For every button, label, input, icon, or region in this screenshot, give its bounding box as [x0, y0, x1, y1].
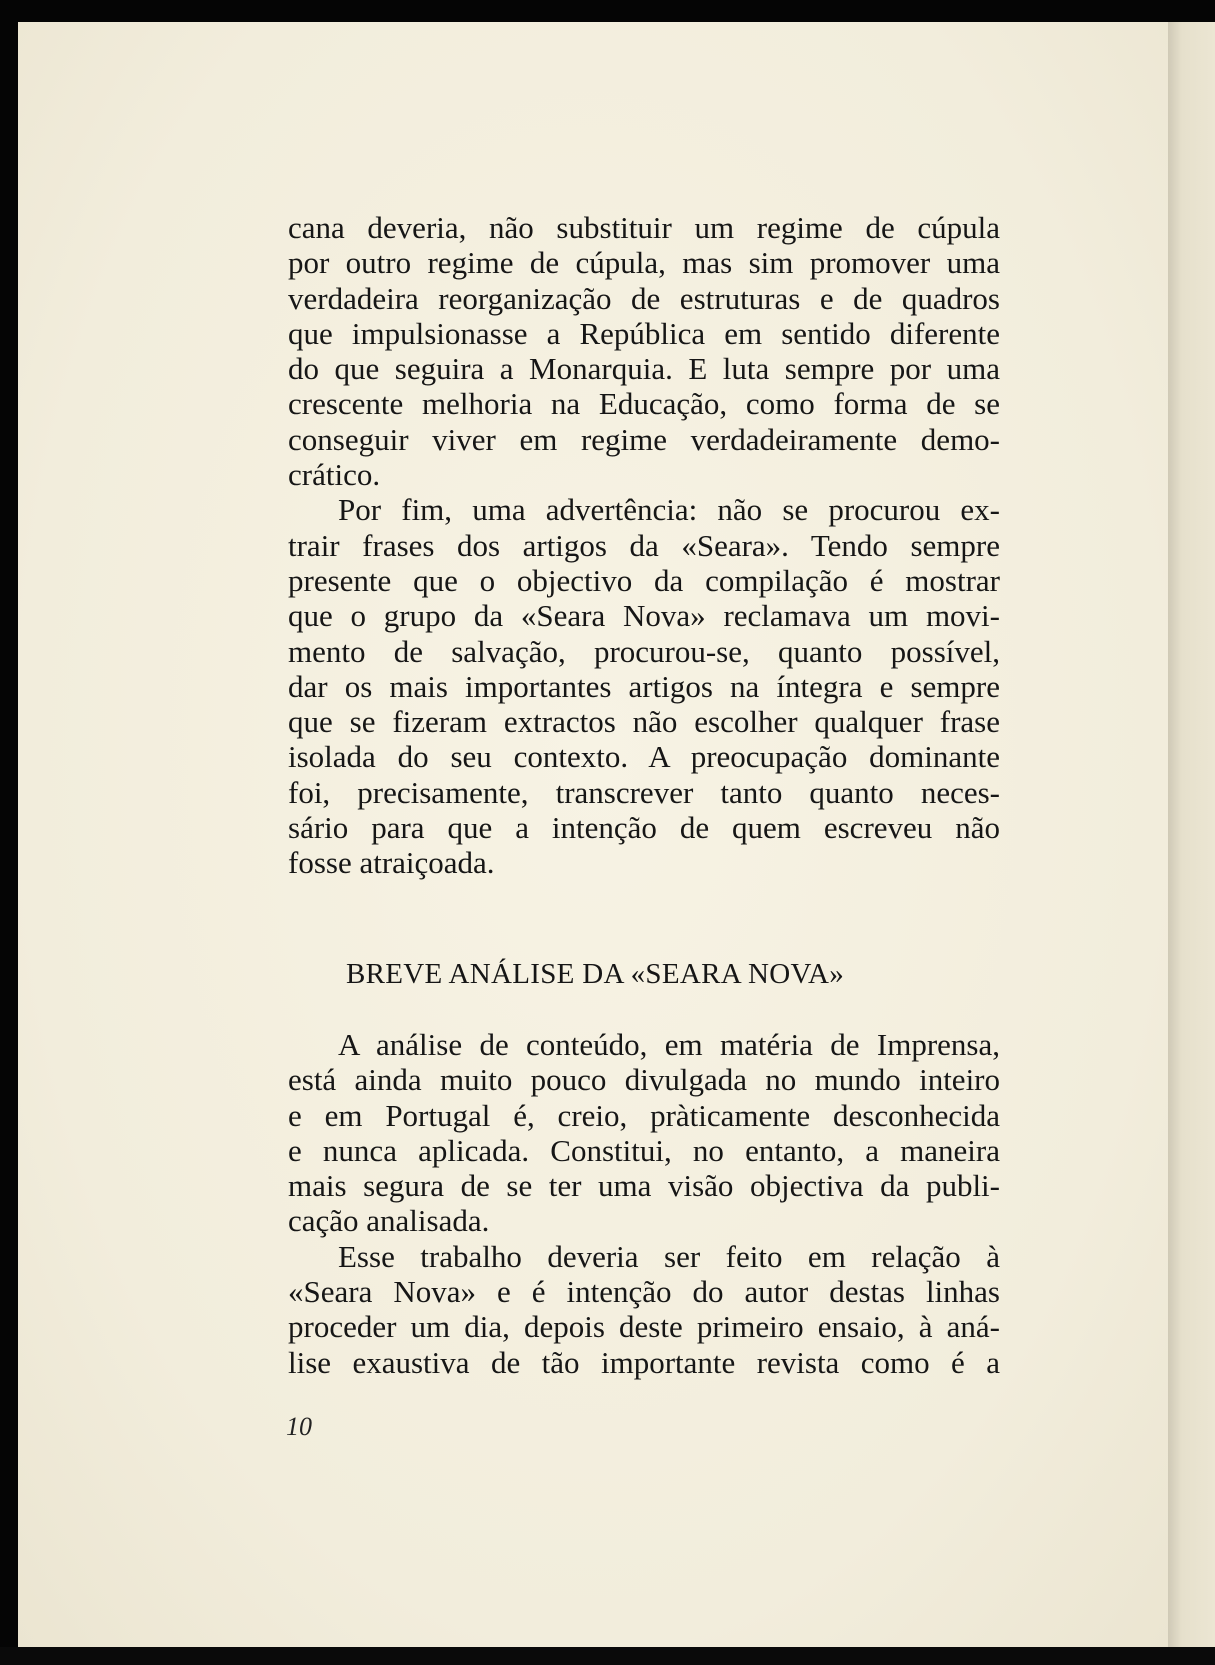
text-line: crático. [288, 457, 381, 493]
text-line: está ainda muito pouco divulgada no mundo inteiro [288, 1062, 1000, 1098]
text-line: que impulsionasse a República em sentido diferente [288, 315, 1000, 351]
text-line: cação analisada. [288, 1203, 490, 1239]
paragraph-2 [288, 492, 1000, 880]
text-line: mais segura de se ter uma visão objectiva da publi- [288, 1168, 1000, 1204]
text-line: proceder um dia, depois deste primeiro ensaio, à aná- [288, 1309, 1000, 1345]
text-line: dar os mais importantes artigos na íntegra e sempre [288, 668, 1000, 704]
text-line: presente que o objectivo da compilação é mostrar [288, 562, 1000, 598]
body-text-bottom [288, 1027, 1000, 1380]
text-line: mento de salvação, procurou-se, quanto possível, [288, 633, 1000, 669]
text-line: do que seguira a Monarquia. E luta sempre por uma [288, 351, 1000, 387]
text-line: lise exaustiva de tão importante revista como é a [288, 1344, 1000, 1380]
text-line: isolada do seu contexto. A preocupação dominante [288, 739, 1000, 775]
text-line: conseguir viver em regime verdadeiramente demo- [288, 421, 1000, 457]
text-line: fosse atraiçoada. [288, 845, 495, 881]
text-line: por outro regime de cúpula, mas sim promover uma [288, 245, 1000, 281]
text-line: cana deveria, não substituir um regime de cúpula [288, 210, 1000, 245]
text-line: sário para que a intenção de quem escreveu não [288, 810, 1000, 846]
body-text-top [288, 210, 1000, 881]
text-line: Esse trabalho deveria ser feito em relação à [338, 1238, 1000, 1274]
text-line: Por fim, uma advertência: não se procurou ex- [338, 492, 1000, 528]
text-line: e em Portugal é, creio, pràticamente desconhecida [288, 1097, 1000, 1133]
text-line: A análise de conteúdo, em matéria de Imprensa, [338, 1027, 1000, 1062]
text-line: que o grupo da «Seara Nova» reclamava um movi- [288, 598, 1000, 634]
text-line: trair frases dos artigos da «Seara». Tendo sempre [288, 527, 1000, 563]
text-line: crescente melhoria na Educação, como forma de se [288, 386, 1000, 422]
text-line: e nunca aplicada. Constitui, no entanto, a maneira [288, 1132, 1000, 1168]
paragraph-1 [288, 210, 1000, 492]
paragraph-3 [288, 1027, 1000, 1239]
page-number: 10 [286, 1412, 312, 1441]
facing-page-edge [1168, 22, 1215, 1647]
scan-border [0, 1647, 1215, 1665]
text-line: verdadeira reorganização de estruturas e de quadros [288, 280, 1000, 316]
section-heading: BREVE ANÁLISE DA «SEARA NOVA» [346, 958, 844, 990]
text-line: que se fizeram extractos não escolher qualquer frase [288, 704, 1000, 740]
text-line: foi, precisamente, transcrever tanto quanto neces- [288, 774, 1000, 810]
text-line: «Seara Nova» e é intenção do autor destas linhas [288, 1274, 1000, 1310]
paragraph-4 [288, 1239, 1000, 1380]
